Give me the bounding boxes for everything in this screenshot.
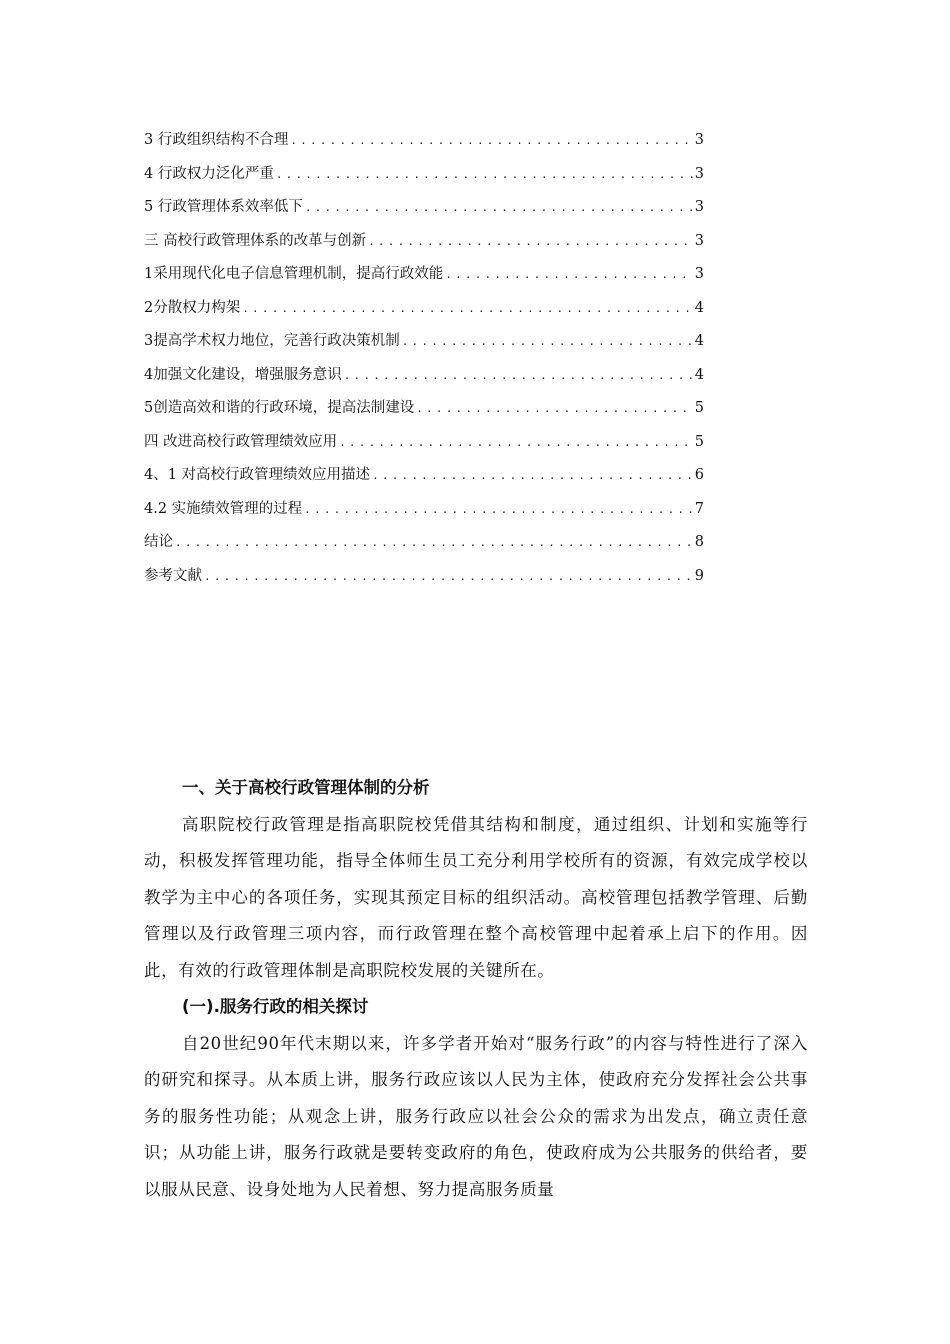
toc-entry-page: 7: [694, 500, 704, 517]
subsection-heading: (一).服务行政的相关探讨: [182, 997, 369, 1016]
toc-leader-dots: [276, 158, 693, 192]
toc-entry-title: 4加强文化建设，增强服务意识: [144, 366, 342, 383]
table-of-contents: [144, 124, 704, 593]
toc-entry-page: 9: [694, 567, 704, 584]
toc-entry-page: 6: [694, 467, 704, 483]
toc-entry-title: 5 行政管理体系效率低下: [144, 199, 303, 215]
toc-leader-dots: [372, 459, 693, 493]
toc-entry[interactable]: [144, 426, 704, 460]
section-paragraph: 高职院校行政管理是指高职院校凭借其结构和制度，通过组织、计划和实施等行动，积极发挥管理功能，指导全体师生员工充分利用学校所有的资源，有效完成学校以教学为主中心的各项任务，实现其预定目标的组织活动。高校管理包括教学管理、后勤管理以及行政管理三项内容，而行政管理在整个高校管理中起着承上启下的作用。因此，有效的行政管理体制是高职院校发展的关键所在。: [144, 814, 808, 980]
toc-leader-dots: [368, 225, 693, 259]
toc-entry-title: 结论: [144, 534, 173, 550]
toc-entry-page: 4: [694, 366, 704, 383]
toc-entry-page: 5: [694, 433, 704, 450]
toc-entry[interactable]: [144, 258, 704, 292]
toc-entry-title: 4、1 对高校行政管理绩效应用描述: [144, 467, 371, 483]
toc-entry[interactable]: [144, 392, 704, 426]
toc-entry[interactable]: [144, 560, 704, 594]
toc-entry[interactable]: [144, 191, 704, 225]
toc-entry[interactable]: [144, 292, 704, 326]
toc-entry-title: 三 高校行政管理体系的改革与创新: [144, 232, 367, 249]
toc-entry-title: 4.2 实施绩效管理的过程: [144, 500, 303, 517]
subsection-paragraph: 自20世纪90年代末期以来，许多学者开始对“服务行政”的内容与特性进行了深入的研究和探寻。从本质上讲，服务行政应该以人民为主体，使政府充分发挥社会公共事务的服务性功能；从观念上讲，服务行政应以社会公众的需求为出发点，确立责任意识；从功能上讲，服务行政就是要转变政府的角色，使政府成为公共服务的供给者，要以服从民意、设身处地为人民着想、努力提高服务质量: [144, 1033, 808, 1199]
toc-entry[interactable]: [144, 493, 704, 527]
toc-entry-page: 4: [694, 299, 704, 316]
toc-entry-page: 3: [694, 232, 704, 249]
toc-entry-title: 参考文献: [144, 567, 202, 584]
toc-entry[interactable]: [144, 359, 704, 393]
toc-entry-page: 4: [694, 333, 704, 349]
toc-entry[interactable]: [144, 526, 704, 560]
toc-leader-dots: [445, 258, 693, 292]
toc-entry-title: 3 行政组织结构不合理: [144, 132, 289, 148]
toc-entry[interactable]: [144, 459, 704, 493]
toc-entry-page: 3: [694, 165, 704, 182]
section-heading: 一、关于高校行政管理体制的分析: [182, 778, 430, 797]
toc-leader-dots: [402, 325, 693, 359]
toc-leader-dots: [416, 392, 693, 426]
toc-entry[interactable]: [144, 225, 704, 259]
toc-entry-title: 3提高学术权力地位，完善行政决策机制: [144, 333, 400, 349]
toc-leader-dots: [204, 560, 693, 594]
toc-leader-dots: [305, 191, 693, 225]
toc-entry-page: 3: [694, 132, 704, 148]
toc-entry-page: 3: [694, 266, 704, 282]
toc-leader-dots: [175, 526, 693, 560]
toc-entry-page: 8: [694, 534, 704, 550]
toc-entry-title: 四 改进高校行政管理绩效应用: [144, 433, 338, 450]
toc-entry-page: 5: [694, 400, 704, 416]
toc-leader-dots: [304, 493, 693, 527]
toc-entry-title: 4 行政权力泛化严重: [144, 165, 274, 182]
toc-entry-page: 3: [694, 199, 704, 215]
toc-entry-title: 2分散权力构架: [144, 299, 241, 316]
document-body: [144, 770, 808, 1208]
toc-leader-dots: [339, 426, 693, 460]
toc-entry[interactable]: [144, 124, 704, 158]
toc-leader-dots: [290, 124, 692, 158]
toc-entry-title: 5创造高效和谐的行政环境，提高法制建设: [144, 400, 415, 416]
toc-entry-title: 1采用现代化电子信息管理机制，提高行政效能: [144, 266, 444, 282]
toc-leader-dots: [344, 359, 693, 393]
toc-leader-dots: [242, 292, 693, 326]
toc-entry[interactable]: [144, 158, 704, 192]
toc-entry[interactable]: [144, 325, 704, 359]
